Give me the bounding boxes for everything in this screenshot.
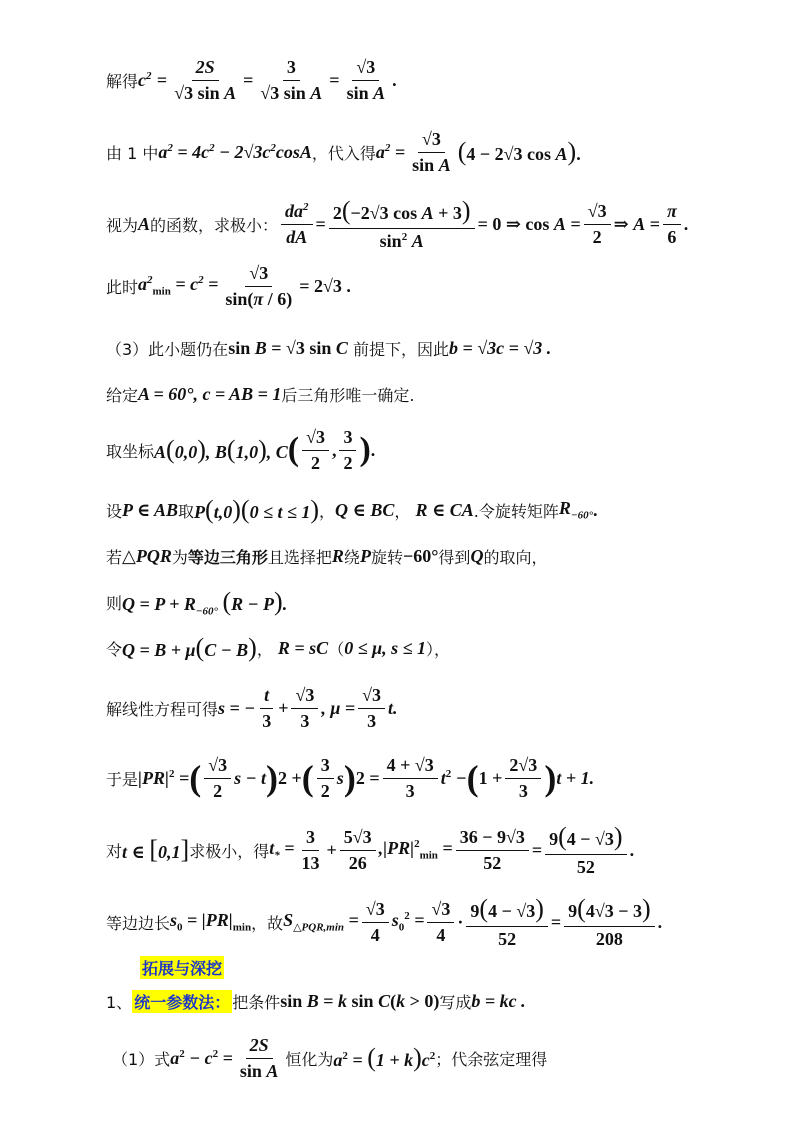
solution-line: 则 $Q = P + R_{-60^\circ}$ (R − P). — [106, 586, 288, 618]
solution-line: 此时 $a^2_{min} = c^2$ = $\frac{√3}{\sin(\pi / 6)}$ = 2√3 . — [106, 262, 351, 309]
section-heading — [140, 952, 224, 982]
solution-line: 视为 A 的函数，求极小： $\frac{da^2}{dA}$ = $\frac{\text{2(−2√3 cos A + 3)}}{\sin^2 A}$ = 0 ⇒ cos A = $\frac{√3}{2}$ ⇒ A = $\frac{\pi}{6}$ . — [106, 196, 689, 252]
solution-line: 1、 统一参数法： 把条件 sin B = k sin C(k > 0) 写成 b = kc . — [106, 990, 526, 1012]
solution-line: 由 1 中 $a^2 = 4c^2 - 2√3c^2\cos A$ ，代入得 $a^2$ = $\frac{√3}{\text{sin A}}$ (4 − 2√3 cos A). — [106, 128, 581, 175]
solution-line: 取坐标 A(0,0), B(1,0), C ( $\frac{√3}{2}$ , $\frac{3}{2}$ ) . — [106, 426, 376, 473]
solution-line: （1）式 $a^2 - c^2$ = $\frac{2S}{\text{sin A}}$ 恒化为 $a^2 = (1 + k)c^2$ ；代余弦定理得 — [112, 1034, 548, 1081]
solution-line: 等边边长 $s_0 = |PR|_{min}$ ，故 $S_{\triangle PQR,min}$ = $\frac{√3}{4}$ $s_0^2$ = $\frac{√3}{4}$ · $\frac{9(4 - √3)}{52}$ = $\frac{9(4√3 - 3)}{208}$ . — [106, 894, 663, 950]
solution-line: 若 △PQR 为 等边三角形 且选择把 R 绕 P 旋转 −60° 得到 Q 的取向， — [106, 545, 548, 567]
solution-line: 设 P ∈ AB 取 P(t,0)(0 ≤ t ≤ 1) ， Q ∈ BC ， R ∈ CA .令旋转矩阵 $R_{-60^\circ}$ . — [106, 495, 598, 524]
solution-line: （3）此小题仍在 sin B = √3 sin C 前提下，因此 b = √3c = √3 . — [106, 337, 552, 359]
solution-line: 给定 A = 60°, c = AB = 1 后三角形唯一确定. — [106, 383, 415, 405]
section-heading-text: 拓展与深挖 — [140, 956, 224, 979]
solution-line: 于是 $|PR|^2$ = ( $\frac{√3}{2}$ s − t ) 2 + ( $\frac{3}{2}$ s ) 2 = $\frac{4 + √3}{3}$ $t^2$ − ( 1 + $\frac{2√3}{3}$ ) t + 1. — [106, 754, 595, 801]
method-label: 统一参数法： — [132, 990, 232, 1013]
solution-line: 对 t ∈ [0,1] 求极小，得 $t_*$ = $\frac{3}{13}$ + $\frac{5√3}{26}$ $,|PR|^2_{min}$ = $\frac{36 - 9√3}{52}$ = $\frac{9(4 - √3)}{52}$ . — [106, 822, 635, 878]
solution-line: 令 Q = B + μ(C − B) ， R = sC （ 0 ≤ μ, s ≤ 1 ）， — [106, 633, 450, 662]
solution-line: 解得 $c^2$ = $\frac{2S}{\text{√3 sin A}}$ = $\frac{3}{\text{√3 sin A}}$ = $\frac{√3}{\text{sin A}}$ . — [106, 56, 397, 103]
solution-line: 解线性方程可得 s = − $\frac{t}{3}$ + $\frac{√3}{3}$ , μ = $\frac{√3}{3}$ t. — [106, 684, 398, 731]
